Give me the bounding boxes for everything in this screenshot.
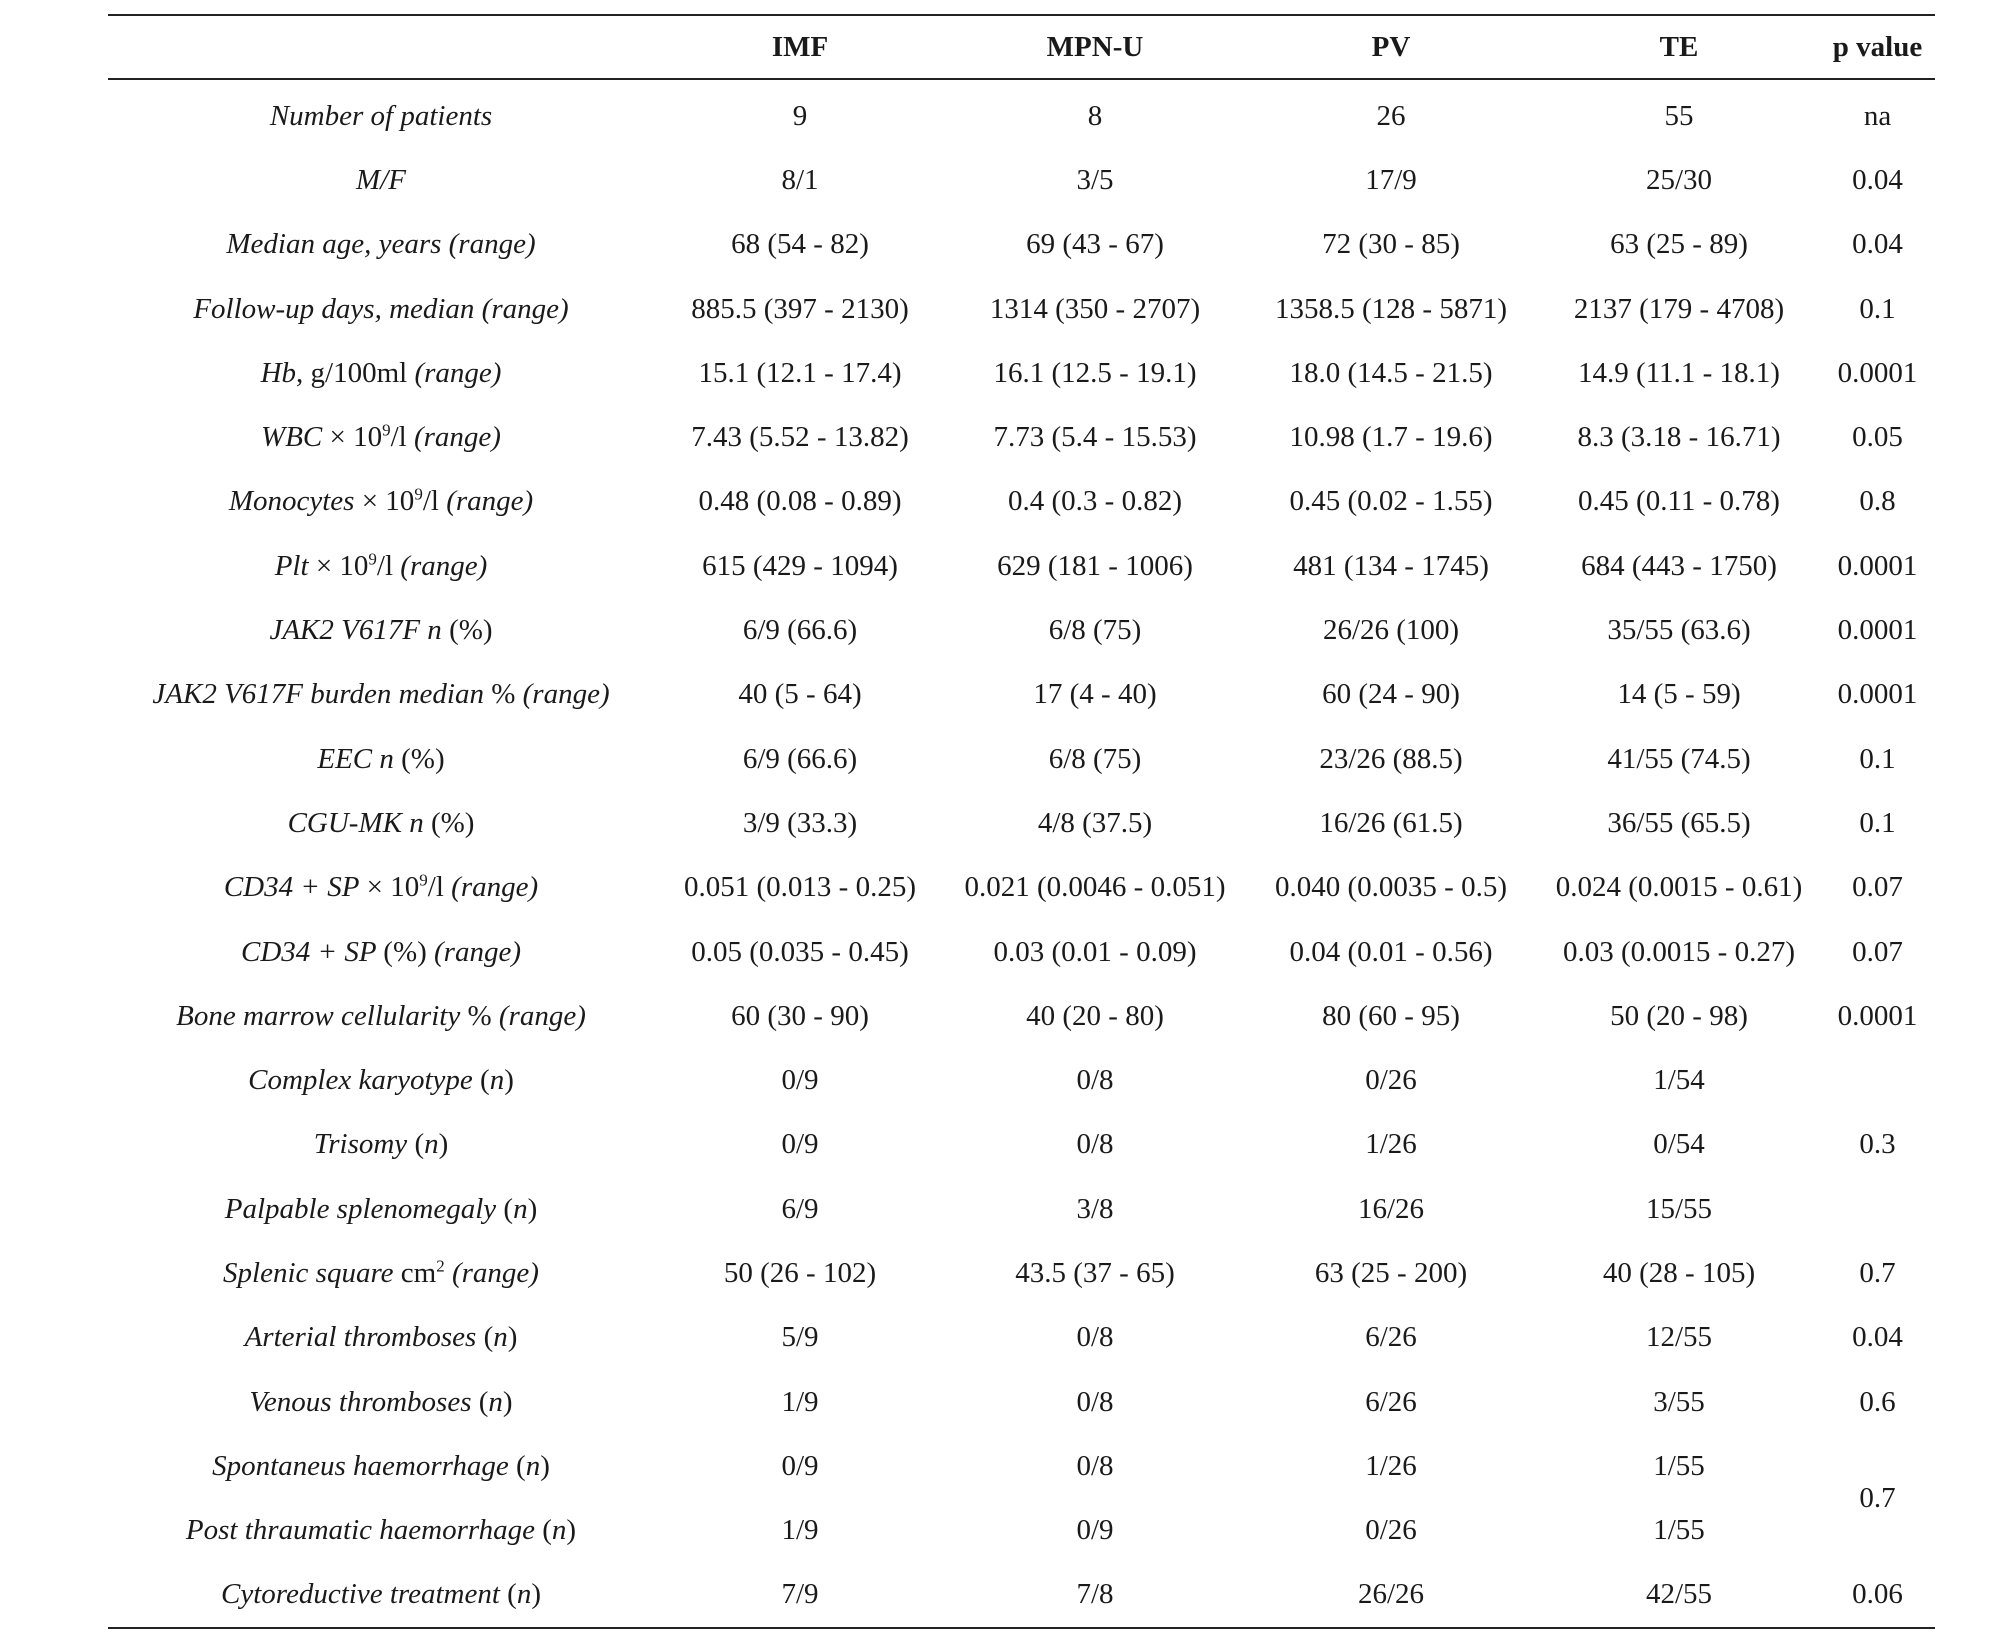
cell-mpn-u: 0/8 xyxy=(1076,1064,1114,1097)
header-te: TE xyxy=(1659,30,1699,63)
cell-pv: 0.04 (0.01 - 0.56) xyxy=(1289,935,1493,968)
cell-p-value: 0.07 xyxy=(1852,935,1903,968)
cell-imf: 68 (54 - 82) xyxy=(731,228,869,261)
row-label-part: WBC xyxy=(261,421,323,454)
cell-mpn-u: 6/8 (75) xyxy=(1048,614,1142,647)
cell-p-value: 0.7 xyxy=(1859,1482,1896,1515)
row-label-part: Cytoreductive treatment xyxy=(221,1578,508,1611)
row-label-part: cm xyxy=(400,1256,437,1289)
cell-mpn-u: 0/8 xyxy=(1076,1385,1114,1418)
cell-mpn-u: 0.4 (0.3 - 0.82) xyxy=(1008,485,1182,518)
row-label-part: % xyxy=(491,678,523,711)
row-label-part: (%) xyxy=(401,742,445,775)
cell-pv: 23/26 (88.5) xyxy=(1319,742,1463,775)
row-label-part: ) xyxy=(502,1385,513,1418)
cell-pv: 26/26 (100) xyxy=(1322,614,1460,647)
row-label xyxy=(108,1434,654,1498)
row-label-part: JAK2 V617F burden median xyxy=(152,678,492,711)
row-label-part: ) xyxy=(531,1578,541,1611)
row-label-part: ( xyxy=(507,1578,517,1611)
cell-te: 8.3 (3.18 - 16.71) xyxy=(1577,421,1781,454)
table-row xyxy=(108,405,1935,469)
row-label xyxy=(108,1563,654,1628)
cell-te: 0.024 (0.0015 - 0.61) xyxy=(1555,871,1803,904)
cell-imf: 1/9 xyxy=(781,1514,819,1547)
row-label-part: ( xyxy=(480,1064,490,1097)
cell-p-value: 0.04 xyxy=(1852,163,1903,196)
table-row xyxy=(108,341,1935,405)
row-label-part: n xyxy=(516,1578,532,1611)
table-row xyxy=(108,727,1935,791)
row-label-part: (%) xyxy=(430,806,475,839)
row-label-part: ) xyxy=(540,1449,550,1482)
row-label-part: (range) xyxy=(414,356,502,389)
cell-pv: 72 (30 - 85) xyxy=(1322,228,1460,261)
row-label-part: ) xyxy=(507,1321,518,1354)
cell-imf: 6/9 xyxy=(781,1192,819,1225)
cell-te: 3/55 xyxy=(1653,1385,1705,1418)
cell-pv: 0/26 xyxy=(1365,1514,1417,1547)
row-label-part: Bone marrow cellularity xyxy=(176,999,468,1032)
cell-pv: 16/26 xyxy=(1357,1192,1425,1225)
cell-imf: 5/9 xyxy=(781,1321,819,1354)
cell-mpn-u: 0.021 (0.0046 - 0.051) xyxy=(964,871,1226,904)
row-label-part: 9 xyxy=(419,870,428,890)
cell-imf: 1/9 xyxy=(781,1385,819,1418)
table-body xyxy=(108,79,1935,1628)
row-label xyxy=(108,663,654,727)
table-row xyxy=(108,213,1935,277)
header-imf: IMF xyxy=(771,30,829,63)
row-label-part: × 10 xyxy=(359,871,420,904)
row-label-part: Plt xyxy=(274,549,309,582)
cell-imf: 15.1 (12.1 - 17.4) xyxy=(698,356,902,389)
cell-p-value: 0.0001 xyxy=(1837,999,1918,1032)
cell-imf: 6/9 (66.6) xyxy=(742,614,858,647)
patient-characteristics-table xyxy=(108,14,1935,1629)
cell-p-value: 0.04 xyxy=(1852,1321,1903,1354)
row-label xyxy=(108,598,654,662)
row-label-part: (range) xyxy=(522,678,610,711)
row-label xyxy=(108,791,654,855)
cell-p-value: 0.06 xyxy=(1852,1578,1903,1611)
cell-pv: 60 (24 - 90) xyxy=(1322,678,1460,711)
row-label xyxy=(108,470,654,534)
cell-mpn-u: 40 (20 - 80) xyxy=(1026,999,1164,1032)
cell-pv: 0/26 xyxy=(1365,1064,1417,1097)
cell-te: 40 (28 - 105) xyxy=(1602,1256,1756,1289)
header-row xyxy=(108,15,1935,79)
table-header xyxy=(108,15,1935,79)
cell-p-value: 0.04 xyxy=(1852,228,1903,261)
cell-imf: 0/9 xyxy=(781,1449,819,1482)
cell-pv: 1358.5 (128 - 5871) xyxy=(1275,292,1507,325)
row-label-part: × 10 xyxy=(322,421,383,454)
row-label-part: Splenic square xyxy=(223,1256,401,1289)
cell-imf: 0.48 (0.08 - 0.89) xyxy=(698,485,902,518)
row-label: Number of patients xyxy=(269,99,493,132)
cell-te: 14.9 (11.1 - 18.1) xyxy=(1578,356,1780,389)
row-label xyxy=(108,1499,654,1563)
header-p-value: p value xyxy=(1832,30,1923,63)
row-label-part: ) xyxy=(527,1192,538,1225)
cell-p-value: 0.05 xyxy=(1852,421,1903,454)
cell-imf: 0.051 (0.013 - 0.25) xyxy=(684,871,916,904)
row-label-part: 9 xyxy=(414,484,423,504)
table-row xyxy=(108,1177,1935,1241)
cell-te: 12/55 xyxy=(1645,1321,1713,1354)
cell-pv: 26/26 xyxy=(1357,1578,1425,1611)
row-label-part: EEC n xyxy=(317,742,402,775)
row-label-part: /l xyxy=(427,871,452,904)
row-label xyxy=(108,405,654,469)
row-label-part: × 10 xyxy=(354,485,415,518)
row-label-part: (%) xyxy=(383,935,435,968)
row-label-part: (range) xyxy=(434,935,521,968)
row-label-part: (range) xyxy=(413,421,501,454)
cell-p-value: 0.07 xyxy=(1852,871,1903,904)
table-row xyxy=(108,1563,1935,1628)
data-table-container xyxy=(108,14,1935,1629)
cell-p-value: 0.7 xyxy=(1859,1256,1896,1289)
cell-te: 35/55 (63.6) xyxy=(1607,614,1751,647)
cell-p-value: 0.1 xyxy=(1859,742,1896,775)
row-label-part: ) xyxy=(438,1128,449,1161)
cell-imf: 0.05 (0.035 - 0.45) xyxy=(691,935,909,968)
row-label-part: (range) xyxy=(498,999,586,1032)
row-label xyxy=(108,534,654,598)
cell-mpn-u: 3/5 xyxy=(1076,163,1114,196)
row-label: M/F xyxy=(356,163,406,196)
table-row xyxy=(108,470,1935,534)
header-blank xyxy=(108,15,654,79)
cell-imf: 60 (30 - 90) xyxy=(731,999,869,1032)
row-label-part: n xyxy=(488,1385,503,1418)
cell-pv: 6/26 xyxy=(1365,1385,1417,1418)
cell-mpn-u: 0/9 xyxy=(1076,1514,1114,1547)
row-label-part: % xyxy=(467,999,499,1032)
cell-te: 1/55 xyxy=(1653,1514,1705,1547)
cell-te: 63 (25 - 89) xyxy=(1610,228,1748,261)
row-label xyxy=(108,856,654,920)
row-label-part: /l xyxy=(422,485,447,518)
row-label-part: n xyxy=(525,1449,541,1482)
cell-p-value: 0.6 xyxy=(1859,1385,1896,1418)
cell-imf: 50 (26 - 102) xyxy=(723,1256,877,1289)
row-label-part: ( xyxy=(542,1514,552,1547)
cell-p-value xyxy=(1820,1048,1935,1112)
table-row xyxy=(108,1241,1935,1305)
table-row xyxy=(108,1048,1935,1112)
table-row xyxy=(108,1434,1935,1498)
table-row xyxy=(108,598,1935,662)
cell-p-value: 0.1 xyxy=(1859,806,1896,839)
row-label-part: Venous thromboses xyxy=(249,1385,479,1418)
row-label xyxy=(108,727,654,791)
cell-imf: 0/9 xyxy=(781,1128,819,1161)
row-label-part: Spontaneus haemorrhage xyxy=(212,1449,517,1482)
cell-mpn-u: 69 (43 - 67) xyxy=(1026,228,1164,261)
cell-te: 684 (443 - 1750) xyxy=(1581,549,1777,582)
cell-pv: 17/9 xyxy=(1365,163,1417,196)
row-label-part: , g/100ml xyxy=(296,356,415,389)
cell-mpn-u: 7.73 (5.4 - 15.53) xyxy=(993,421,1197,454)
cell-pv: 1/26 xyxy=(1365,1128,1417,1161)
cell-pv: 481 (134 - 1745) xyxy=(1293,549,1489,582)
header-mpn-u: MPN-U xyxy=(1046,30,1144,63)
cell-mpn-u: 8 xyxy=(1087,99,1103,132)
cell-te: 41/55 (74.5) xyxy=(1607,742,1751,775)
row-label-part: /l xyxy=(390,421,414,454)
row-label: Median age, years (range) xyxy=(226,228,536,261)
row-label-part: ( xyxy=(478,1385,489,1418)
row-label-part: /l xyxy=(376,549,401,582)
table-row xyxy=(108,663,1935,727)
row-label xyxy=(108,1306,654,1370)
cell-mpn-u: 0/8 xyxy=(1076,1128,1114,1161)
row-label-part: ( xyxy=(516,1449,526,1482)
row-label-part: 9 xyxy=(382,420,391,440)
row-label-part: 2 xyxy=(436,1256,445,1276)
table-row xyxy=(108,79,1935,148)
row-label xyxy=(108,920,654,984)
cell-imf: 40 (5 - 64) xyxy=(738,678,862,711)
row-label-part: (range) xyxy=(400,549,488,582)
row-label xyxy=(108,1177,654,1241)
cell-p-value: 0.0001 xyxy=(1837,614,1918,647)
row-label-part: n xyxy=(551,1514,567,1547)
row-label-part: JAK2 V617F n xyxy=(269,614,450,647)
cell-mpn-u: 17 (4 - 40) xyxy=(1033,678,1157,711)
row-label-part: (range) xyxy=(446,485,534,518)
cell-mpn-u: 0/8 xyxy=(1076,1449,1114,1482)
cell-te: 14 (5 - 59) xyxy=(1617,678,1741,711)
row-label-part: Complex karyotype xyxy=(248,1064,481,1097)
row-label-part: n xyxy=(513,1192,528,1225)
row-label-part: CGU-MK n xyxy=(287,806,431,839)
cell-imf: 0/9 xyxy=(781,1064,819,1097)
row-label-part: Monocytes xyxy=(228,485,355,518)
row-label xyxy=(108,341,654,405)
cell-imf: 8/1 xyxy=(781,163,819,196)
row-label-part: Palpable splenomegaly xyxy=(224,1192,504,1225)
cell-p-value: 0.3 xyxy=(1859,1128,1896,1161)
row-label xyxy=(108,1241,654,1305)
row-label-part: ) xyxy=(566,1514,577,1547)
row-label xyxy=(108,984,654,1048)
row-label-part: Arterial thromboses xyxy=(244,1321,484,1354)
cell-te: 36/55 (65.5) xyxy=(1607,806,1751,839)
cell-p-value xyxy=(1820,1177,1935,1241)
cell-te: 0/54 xyxy=(1653,1128,1705,1161)
table-row xyxy=(108,1306,1935,1370)
table-row xyxy=(108,148,1935,212)
cell-p-value: 0.1 xyxy=(1859,292,1896,325)
cell-te: 2137 (179 - 4708) xyxy=(1573,292,1785,325)
row-label-part: n xyxy=(424,1128,439,1161)
cell-imf: 6/9 (66.6) xyxy=(742,742,858,775)
table-row xyxy=(108,1113,1935,1177)
row-label-part: CD34 + SP xyxy=(223,871,360,904)
cell-pv: 0.040 (0.0035 - 0.5) xyxy=(1275,871,1507,904)
cell-imf: 3/9 (33.3) xyxy=(742,806,858,839)
cell-mpn-u: 16.1 (12.5 - 19.1) xyxy=(993,356,1197,389)
table-row xyxy=(108,856,1935,920)
row-label xyxy=(108,1113,654,1177)
cell-pv: 16/26 (61.5) xyxy=(1319,806,1463,839)
header-pv: PV xyxy=(1371,30,1411,63)
cell-mpn-u: 4/8 (37.5) xyxy=(1037,806,1153,839)
cell-pv: 6/26 xyxy=(1365,1321,1417,1354)
table-row xyxy=(108,1370,1935,1434)
row-label-part: × 10 xyxy=(308,549,369,582)
row-label-part: (%) xyxy=(449,614,493,647)
cell-te: 55 xyxy=(1664,99,1694,132)
table-row xyxy=(108,920,1935,984)
cell-te: 1/54 xyxy=(1653,1064,1705,1097)
table-row xyxy=(108,277,1935,341)
cell-p-value: 0.0001 xyxy=(1837,549,1918,582)
cell-te: 1/55 xyxy=(1653,1449,1705,1482)
cell-mpn-u: 3/8 xyxy=(1076,1192,1114,1225)
cell-mpn-u: 629 (181 - 1006) xyxy=(997,549,1193,582)
table-row xyxy=(108,984,1935,1048)
cell-pv: 63 (25 - 200) xyxy=(1314,1256,1468,1289)
cell-imf: 615 (429 - 1094) xyxy=(702,549,898,582)
row-label xyxy=(108,1048,654,1112)
cell-pv: 1/26 xyxy=(1365,1449,1417,1482)
cell-pv: 80 (60 - 95) xyxy=(1322,999,1460,1032)
cell-mpn-u: 7/8 xyxy=(1076,1578,1114,1611)
cell-mpn-u: 0/8 xyxy=(1076,1321,1114,1354)
table-row xyxy=(108,791,1935,855)
row-label-part: n xyxy=(489,1064,505,1097)
cell-p-value: 0.0001 xyxy=(1837,678,1918,711)
table-row xyxy=(108,1499,1935,1563)
cell-pv: 0.45 (0.02 - 1.55) xyxy=(1289,485,1493,518)
table-row xyxy=(108,534,1935,598)
cell-imf: 7/9 xyxy=(781,1578,819,1611)
cell-pv: 10.98 (1.7 - 19.6) xyxy=(1289,421,1493,454)
cell-p-value: na xyxy=(1863,99,1892,132)
cell-te: 25/30 xyxy=(1645,163,1713,196)
row-label-part: ) xyxy=(504,1064,514,1097)
row-label-part: (range) xyxy=(444,1256,539,1289)
cell-te: 42/55 xyxy=(1645,1578,1713,1611)
row-label-part: ( xyxy=(503,1192,514,1225)
cell-pv: 18.0 (14.5 - 21.5) xyxy=(1289,356,1493,389)
cell-mpn-u: 43.5 (37 - 65) xyxy=(1015,1256,1175,1289)
cell-te: 0.45 (0.11 - 0.78) xyxy=(1578,485,1780,518)
row-label-part: Post thraumatic haemorrhage xyxy=(185,1514,543,1547)
cell-mpn-u: 1314 (350 - 2707) xyxy=(989,292,1201,325)
row-label-part: (range) xyxy=(451,871,539,904)
cell-imf: 9 xyxy=(792,99,808,132)
cell-te: 0.03 (0.0015 - 0.27) xyxy=(1563,935,1795,968)
cell-p-value: 0.0001 xyxy=(1837,356,1918,389)
row-label-part: CD34 + SP xyxy=(240,935,384,968)
row-label-part: ( xyxy=(483,1321,494,1354)
row-label-part: n xyxy=(493,1321,508,1354)
row-label-part: Hb xyxy=(260,356,297,389)
cell-te: 15/55 xyxy=(1645,1192,1713,1225)
cell-pv: 26 xyxy=(1376,99,1406,132)
cell-imf: 7.43 (5.52 - 13.82) xyxy=(691,421,909,454)
cell-p-value: 0.8 xyxy=(1859,485,1896,518)
row-label-part: Trisomy xyxy=(313,1128,415,1161)
cell-mpn-u: 0.03 (0.01 - 0.09) xyxy=(993,935,1197,968)
row-label-part: 9 xyxy=(368,549,377,569)
cell-mpn-u: 6/8 (75) xyxy=(1048,742,1142,775)
row-label-part: ( xyxy=(414,1128,425,1161)
row-label: Follow-up days, median (range) xyxy=(193,292,569,325)
cell-te: 50 (20 - 98) xyxy=(1610,999,1748,1032)
cell-imf: 885.5 (397 - 2130) xyxy=(691,292,909,325)
row-label xyxy=(108,1370,654,1434)
